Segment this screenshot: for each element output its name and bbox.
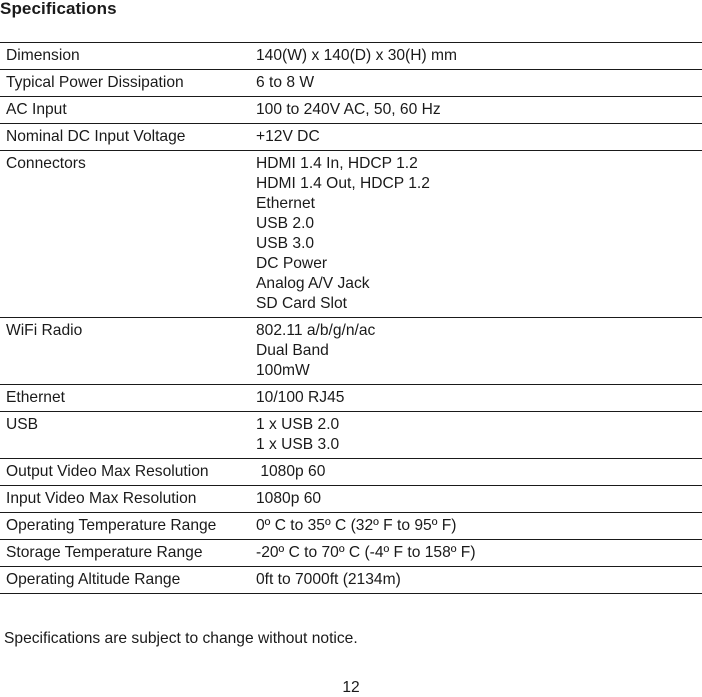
spec-label: Ethernet bbox=[0, 385, 256, 412]
table-row bbox=[0, 70, 702, 97]
table-row bbox=[0, 486, 702, 513]
spec-value bbox=[256, 124, 702, 151]
spec-label: Input Video Max Resolution bbox=[0, 486, 256, 513]
spec-label: Storage Temperature Range bbox=[0, 540, 256, 567]
spec-value-line: 0ft to 7000ft (2134m) bbox=[256, 571, 401, 588]
spec-value-line: 1 x USB 2.0 bbox=[256, 416, 340, 433]
spec-value-line: 10/100 RJ45 bbox=[256, 389, 345, 406]
disclaimer-note: Specifications are subject to change without notice. bbox=[4, 630, 358, 647]
spec-label: Operating Temperature Range bbox=[0, 513, 256, 540]
table-row bbox=[0, 513, 702, 540]
spec-value-line: USB 2.0 bbox=[256, 215, 315, 232]
spec-value-line: -20º C to 70º C (-4º F to 158º F) bbox=[256, 544, 476, 561]
page-title: Specifications bbox=[0, 0, 117, 18]
spec-value bbox=[256, 385, 702, 412]
spec-label: Typical Power Dissipation bbox=[0, 70, 256, 97]
spec-value-line: HDMI 1.4 Out, HDCP 1.2 bbox=[256, 175, 430, 192]
spec-value bbox=[256, 43, 702, 70]
spec-value-line: Ethernet bbox=[256, 195, 315, 212]
table-row bbox=[0, 385, 702, 412]
spec-value bbox=[256, 97, 702, 124]
spec-value-line: 802.11 a/b/g/n/ac bbox=[256, 322, 376, 339]
spec-value-line: 0º C to 35º C (32º F to 95º F) bbox=[256, 517, 457, 534]
spec-value bbox=[256, 151, 702, 318]
spec-label: Operating Altitude Range bbox=[0, 567, 256, 594]
spec-label: AC Input bbox=[0, 97, 256, 124]
specifications-table bbox=[0, 42, 702, 594]
spec-value-line: 1080p 60 bbox=[256, 490, 322, 507]
spec-value bbox=[256, 70, 702, 97]
spec-value bbox=[256, 318, 702, 385]
spec-value-line: 140(W) x 140(D) x 30(H) mm bbox=[256, 47, 458, 64]
spec-label: USB bbox=[0, 412, 256, 459]
spec-value-line: SD Card Slot bbox=[256, 295, 347, 312]
spec-value bbox=[256, 513, 702, 540]
spec-value-line: +12V DC bbox=[256, 128, 320, 145]
spec-value-line: 6 to 8 W bbox=[256, 74, 315, 91]
table-row bbox=[0, 97, 702, 124]
spec-label: Output Video Max Resolution bbox=[0, 459, 256, 486]
spec-value-line: 100mW bbox=[256, 362, 310, 379]
spec-value bbox=[256, 486, 702, 513]
spec-value bbox=[256, 567, 702, 594]
spec-value-line: 1 x USB 3.0 bbox=[256, 436, 340, 453]
table-row bbox=[0, 151, 702, 318]
spec-value-line: USB 3.0 bbox=[256, 235, 315, 252]
spec-value-line: Dual Band bbox=[256, 342, 329, 359]
table-row bbox=[0, 567, 702, 594]
table-row bbox=[0, 318, 702, 385]
spec-label: Connectors bbox=[0, 151, 256, 318]
spec-value-line: DC Power bbox=[256, 255, 328, 272]
spec-value-line: Analog A/V Jack bbox=[256, 275, 370, 292]
spec-value bbox=[256, 540, 702, 567]
spec-label: Dimension bbox=[0, 43, 256, 70]
spec-value-line: HDMI 1.4 In, HDCP 1.2 bbox=[256, 155, 418, 172]
page-number: 12 bbox=[342, 679, 360, 696]
spec-value-line: 100 to 240V AC, 50, 60 Hz bbox=[256, 101, 441, 118]
table-row bbox=[0, 459, 702, 486]
spec-label: WiFi Radio bbox=[0, 318, 256, 385]
spec-value bbox=[256, 459, 702, 486]
spec-value bbox=[256, 412, 702, 459]
spec-value-line: 1080p 60 bbox=[256, 463, 326, 480]
table-row bbox=[0, 43, 702, 70]
table-row bbox=[0, 412, 702, 459]
spec-label: Nominal DC Input Voltage bbox=[0, 124, 256, 151]
table-row bbox=[0, 124, 702, 151]
table-row bbox=[0, 540, 702, 567]
